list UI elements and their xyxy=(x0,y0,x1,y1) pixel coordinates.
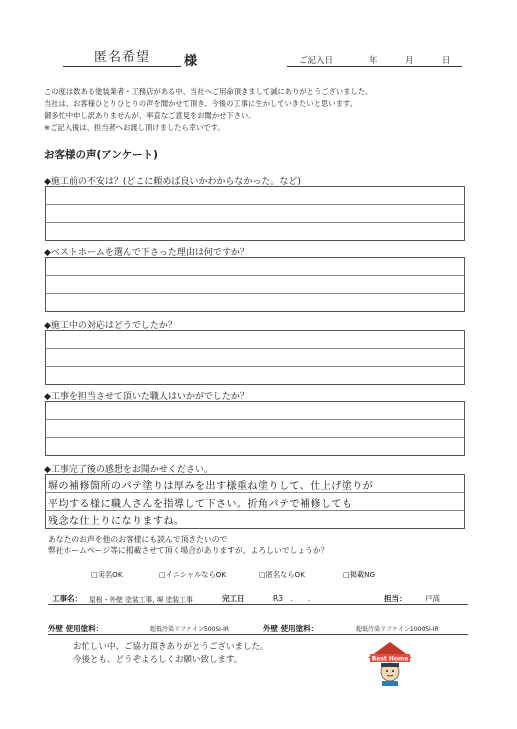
work-name-value: 屋根・外壁 塗装工事, 塀 塗装工事 xyxy=(89,596,193,604)
question-3-label: ◆施工中の対応はどうでしたか？ xyxy=(44,321,177,331)
question-1-answer-box[interactable] xyxy=(45,186,465,241)
best-home-logo xyxy=(366,640,414,686)
ruled-line xyxy=(46,437,464,438)
staff-value: 戸高 xyxy=(425,594,440,603)
thanks-line: お忙しい中、ご協力頂きありがとうございました。 xyxy=(73,642,269,652)
question-2-answer-box[interactable] xyxy=(45,257,465,312)
year-label: 年 xyxy=(369,56,378,66)
month-label: 月 xyxy=(405,56,414,66)
staff-label: 担当： xyxy=(384,594,407,603)
question-5-label: ◆工事完了後の感想をお聞かせください。 xyxy=(44,465,213,475)
logo-text: Best Home xyxy=(371,655,409,663)
thanks-line: 今後とも、どうぞよろしくお願い致します。 xyxy=(73,655,243,665)
permission-line: 弊社ホームページ等に掲載させて頂く場合がありますが、よろしいでしょうか？ xyxy=(48,546,329,555)
question-2-label: ◆ベストホームを選んで下さった理由は何ですか？ xyxy=(44,248,249,258)
intro-line: ※ご記入後は、担当者へお渡し頂けましたら幸いです。 xyxy=(44,123,225,132)
work-underline xyxy=(48,604,468,605)
completion-value: R3 . . xyxy=(273,594,311,603)
question-4-label: ◆工事を担当させて頂いた職人はいかがでしたか？ xyxy=(44,392,249,402)
ruled-line xyxy=(46,275,464,276)
day-label: 日 xyxy=(442,56,451,66)
option-real-name[interactable]: □実名OK xyxy=(91,570,123,579)
intro-line: 当社は、お客様ひとりひとりの声を聞かせて頂き、今後の工事に生かしていきたいと思います。 xyxy=(44,99,357,108)
question-4-answer-box[interactable] xyxy=(45,401,465,456)
paint-label-1: 外壁 使用塗料： xyxy=(48,624,104,633)
ruled-line xyxy=(46,366,464,367)
handwritten-answer-line: 塀の補修箇所のパテ塗りは厚みを出す様重ね塗りして、仕上げ塗りが xyxy=(48,481,374,492)
survey-title: お客様の声(アンケート) xyxy=(44,149,158,161)
intro-line: この度は数ある塗装業者・工務店がある中、当社へご用命頂きまして誠にありがとうございました。 xyxy=(44,87,373,96)
ruled-line xyxy=(46,293,464,294)
intro-text xyxy=(44,86,372,134)
option-anonymous[interactable]: □匿名ならOK xyxy=(259,570,305,579)
question-3-answer-box[interactable] xyxy=(45,330,465,385)
completion-label: 完工日 xyxy=(222,594,245,603)
thanks-text xyxy=(73,641,269,667)
handwritten-answer-line: 残念な仕上りになりますね。 xyxy=(48,516,185,527)
paint-underline xyxy=(48,634,468,635)
question-1-label: ◆施工前の不安は？(どこに頼めば良いかわからなかった。など) xyxy=(44,177,301,187)
permission-line: あなたのお声を他のお客様にも読んで頂きたいので xyxy=(48,535,228,544)
date-label: ご記入日 xyxy=(299,56,334,66)
permission-text xyxy=(48,534,329,556)
honorific: 様 xyxy=(184,54,198,69)
paint-label-2: 外壁 使用塗料： xyxy=(263,624,319,633)
option-no-publish[interactable]: □掲載NG xyxy=(343,570,376,579)
paint-value-1: 超低汚染リファイン500SI-IR xyxy=(150,626,230,633)
ruled-line xyxy=(46,510,464,511)
paint-value-2: 超低汚染リファイン1000SI-IR xyxy=(356,626,439,633)
work-name-label: 工事名： xyxy=(52,594,82,603)
intro-line: 御多忙中申し訳ありませんが、率直なご意見をお聞かせ下さい。 xyxy=(44,111,256,120)
option-initials[interactable]: □イニシャルならOK xyxy=(159,570,227,579)
customer-name-field[interactable]: 匿名希望 xyxy=(63,49,181,67)
ruled-line xyxy=(46,492,464,493)
ruled-line xyxy=(46,419,464,420)
date-underline xyxy=(287,66,462,67)
ruled-line xyxy=(46,348,464,349)
ruled-line xyxy=(46,222,464,223)
ruled-line xyxy=(46,204,464,205)
handwritten-answer-line: 平均する様に職人さんを指導して下さい。折角パテで補修しても xyxy=(48,499,353,510)
